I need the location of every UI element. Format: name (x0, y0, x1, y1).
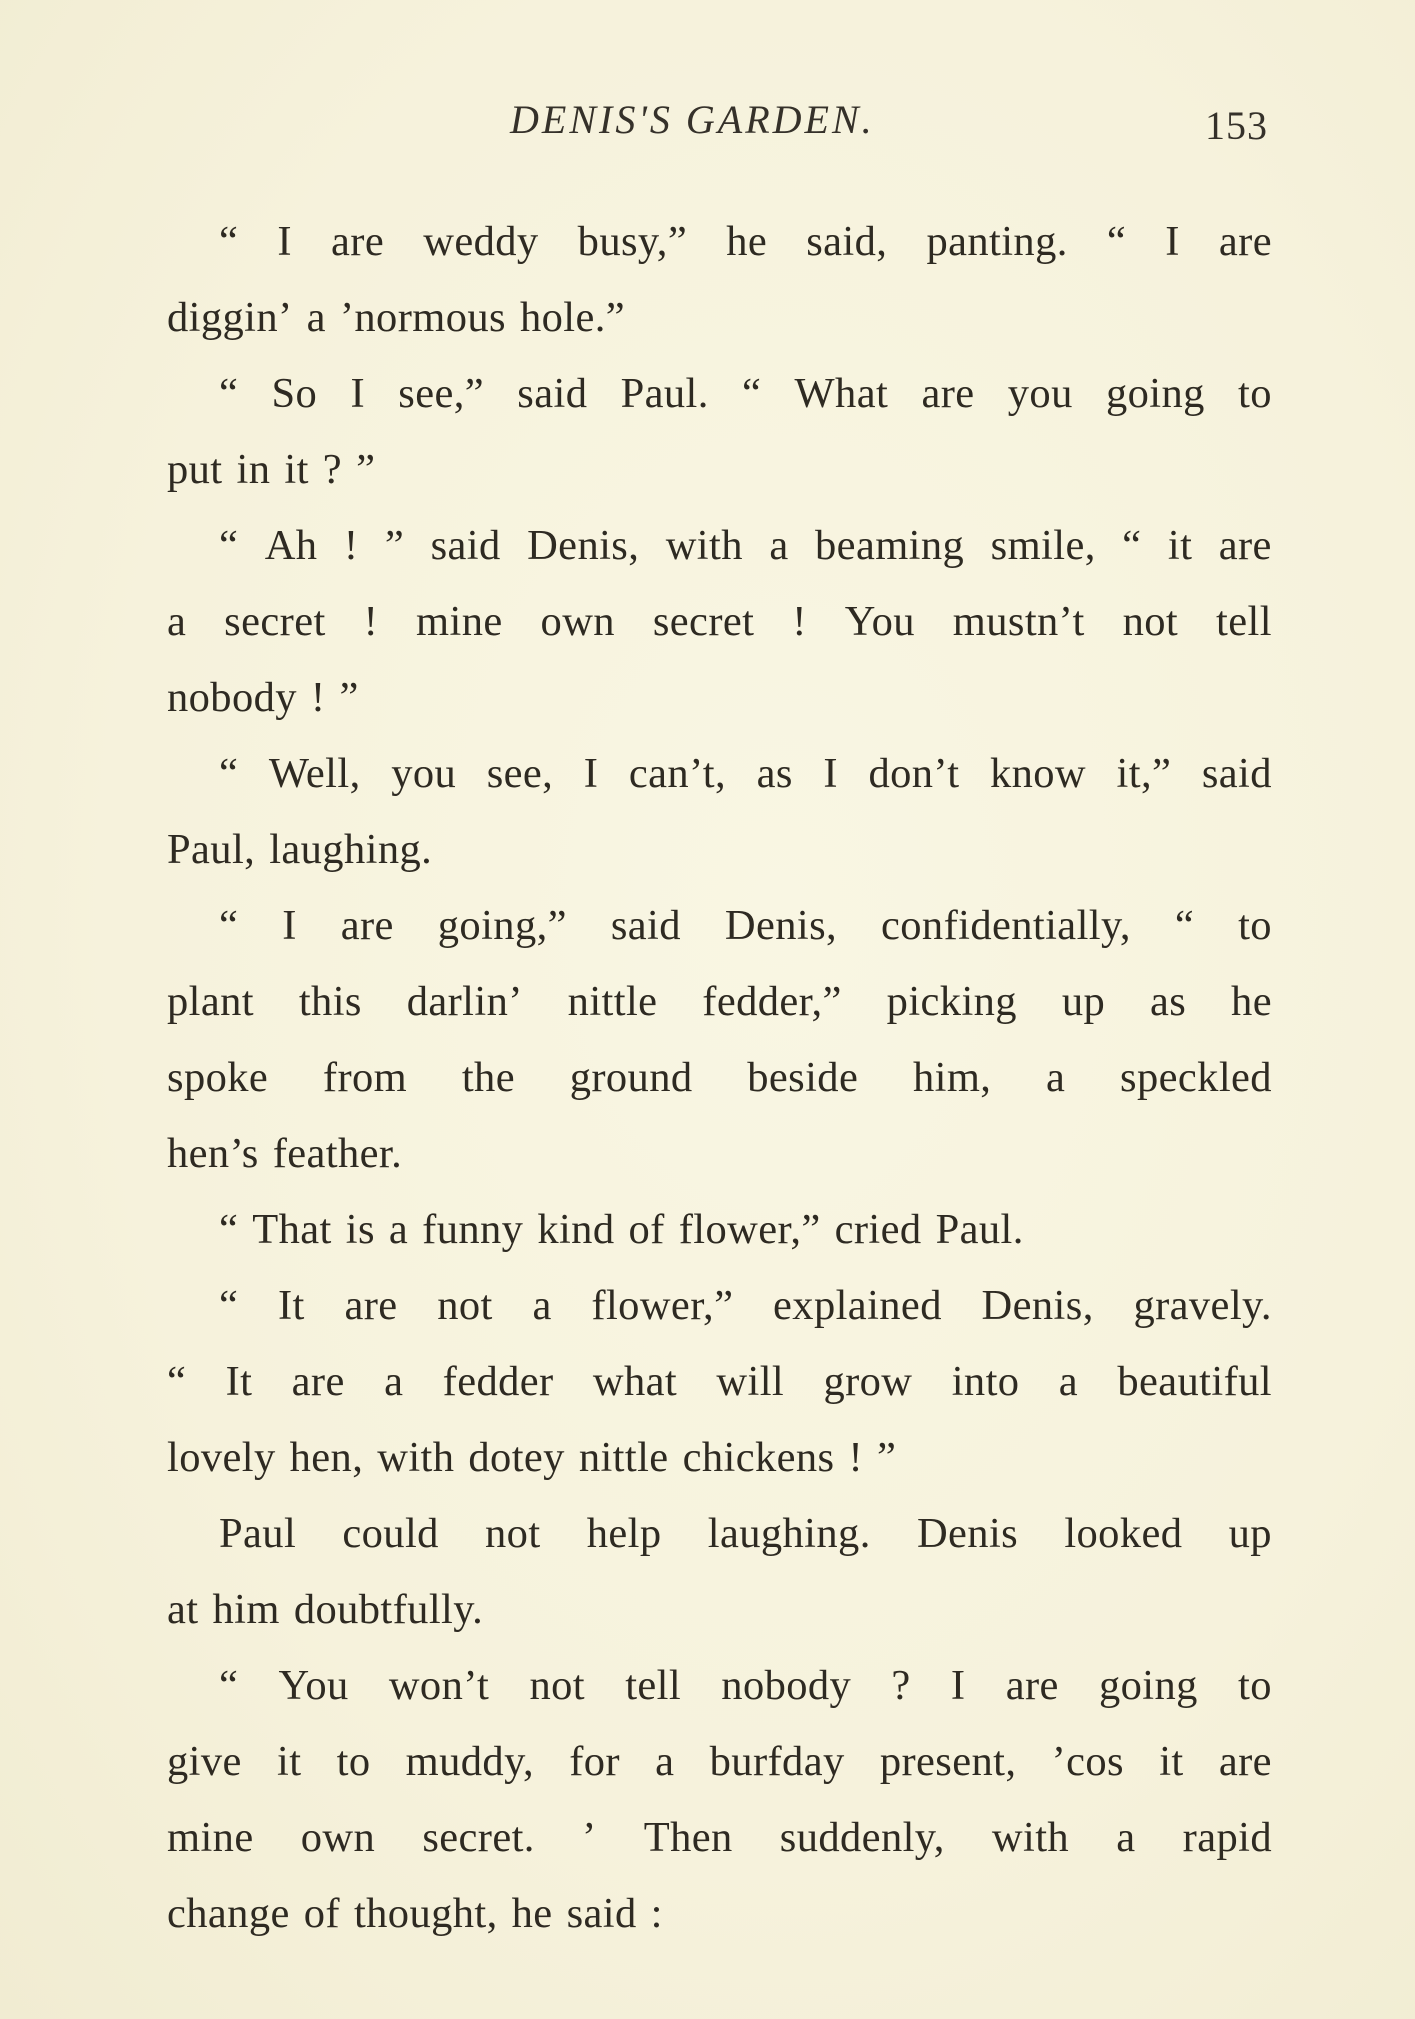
word: change (167, 1890, 290, 1937)
word: a (384, 1358, 404, 1405)
running-head (0, 96, 1415, 156)
word: could (342, 1510, 439, 1557)
word: What (794, 370, 889, 417)
text-line (167, 280, 1272, 356)
word: I (350, 370, 366, 417)
word: Denis, (724, 902, 838, 949)
word: are (331, 218, 385, 265)
word: flower,” (591, 1282, 734, 1329)
word: “ (1106, 218, 1127, 265)
word: help (586, 1510, 662, 1557)
text-line (167, 964, 1272, 1040)
page-number: 153 (1205, 103, 1268, 148)
word: explained (773, 1282, 942, 1329)
word: a (532, 1282, 552, 1329)
text-line (167, 508, 1272, 584)
word: hole.” (519, 294, 626, 341)
word: nittle (567, 978, 658, 1025)
word: ? (322, 446, 343, 493)
word: not (485, 1510, 541, 1557)
text-line (167, 204, 1272, 280)
word: said (610, 902, 681, 949)
word: a (1058, 1358, 1079, 1405)
word: won’t (388, 1662, 490, 1709)
word: ’cos (1051, 1738, 1124, 1785)
word: darlin’ (406, 978, 523, 1025)
word: it (1159, 1738, 1184, 1785)
word: know (989, 750, 1086, 797)
word: kind (537, 1206, 615, 1253)
word: flower,” (678, 1206, 821, 1253)
word: nobody (721, 1662, 852, 1709)
word: tell (625, 1662, 682, 1709)
word: I (823, 750, 838, 797)
word: as (756, 750, 793, 797)
word: not (529, 1662, 585, 1709)
text-line (167, 584, 1272, 660)
word: “ (219, 370, 239, 417)
word: weddy (423, 218, 539, 265)
word: going (1105, 370, 1205, 417)
word: mine (416, 598, 503, 645)
word: a (769, 522, 789, 569)
word: dotey (468, 1434, 565, 1481)
word: you (391, 750, 457, 797)
word: a (655, 1738, 675, 1785)
word: Paul, (167, 826, 256, 873)
word: lovely (167, 1434, 276, 1481)
word: a (306, 294, 326, 341)
word: “ (219, 522, 239, 569)
word: beside (747, 1054, 859, 1101)
word: it (276, 1738, 302, 1785)
word: with (991, 1814, 1070, 1861)
word: it,” (1116, 750, 1172, 797)
word: a (1116, 1814, 1136, 1861)
word: to (1238, 1662, 1272, 1709)
word: own (300, 1814, 376, 1861)
word: will (716, 1358, 785, 1405)
word: said (430, 522, 501, 569)
running-title: DENIS'S GARDEN. (510, 97, 875, 142)
word: what (592, 1358, 678, 1405)
word: a (1046, 1054, 1066, 1101)
word: Denis, (527, 522, 640, 569)
word: not (1122, 598, 1179, 645)
word: are (1005, 1662, 1059, 1709)
word: you (1007, 370, 1073, 417)
word: going (1099, 1662, 1198, 1709)
word: he (511, 1890, 553, 1937)
text-line (167, 1116, 1272, 1192)
word: he (726, 218, 768, 265)
text-line (167, 1496, 1272, 1572)
word: said (1201, 750, 1272, 797)
word: “ (1174, 902, 1195, 949)
word: Paul. (935, 1206, 1024, 1253)
word: plant (167, 978, 254, 1025)
word: ? (891, 1662, 911, 1709)
word: put (167, 446, 223, 493)
word: up (1228, 1510, 1272, 1557)
word: doubtfully. (293, 1586, 484, 1633)
word: are (291, 1358, 345, 1405)
word: can’t, (628, 750, 727, 797)
text-line (167, 888, 1272, 964)
word: ’ (581, 1814, 597, 1861)
word: muddy, (405, 1738, 534, 1785)
word: from (322, 1054, 408, 1101)
word: give (167, 1738, 242, 1785)
word: Denis, (981, 1282, 1094, 1329)
word: Denis (916, 1510, 1019, 1557)
word: see, (486, 750, 554, 797)
text-line (167, 1268, 1272, 1344)
body-text (167, 204, 1272, 1952)
word: cried (834, 1206, 922, 1253)
word: of (628, 1206, 665, 1253)
word: are (921, 370, 975, 417)
word: the (461, 1054, 515, 1101)
word: present, (879, 1738, 1017, 1785)
word: “ (742, 370, 762, 417)
word: Paul (219, 1510, 297, 1557)
word: beautiful (1117, 1358, 1272, 1405)
text-line (167, 1572, 1272, 1648)
word: That (252, 1206, 332, 1253)
word: are (1218, 1738, 1272, 1785)
word: are (1218, 218, 1272, 265)
word: I (1165, 218, 1180, 265)
word: mustn’t (952, 598, 1085, 645)
word: spoke (167, 1054, 269, 1101)
word: laughing. (269, 826, 433, 873)
word: burfday (709, 1738, 845, 1785)
word: I (277, 218, 292, 265)
word: Well, (268, 750, 361, 797)
word: in (236, 446, 271, 493)
word: “ (219, 1662, 239, 1709)
text-line (167, 1344, 1272, 1420)
word: nittle (578, 1434, 669, 1481)
word: panting. (926, 218, 1068, 265)
word: ” (339, 674, 359, 721)
word: it (1167, 522, 1193, 569)
word: picking (886, 978, 1017, 1025)
word: of (303, 1890, 340, 1937)
word: as (1149, 978, 1187, 1025)
word: said (517, 370, 588, 417)
word: is (345, 1206, 375, 1253)
word: nobody (167, 674, 297, 721)
word: speckled (1120, 1054, 1272, 1101)
word: confidentially, (881, 902, 1131, 949)
word: busy,” (577, 218, 688, 265)
word: for (569, 1738, 620, 1785)
word: to (1238, 902, 1272, 949)
word: I (282, 902, 297, 949)
text-line (167, 1724, 1272, 1800)
word: see,” (398, 370, 485, 417)
word: thought, (353, 1890, 498, 1937)
word: Paul. (620, 370, 709, 417)
text-line (167, 812, 1272, 888)
word: a (167, 598, 187, 645)
word: “ (167, 1358, 187, 1405)
word: “ (219, 750, 239, 797)
word: secret (652, 598, 755, 645)
word: gravely. (1133, 1282, 1272, 1329)
word: at (167, 1586, 199, 1633)
word: don’t (868, 750, 960, 797)
text-line (167, 432, 1272, 508)
word: fedder (442, 1358, 554, 1405)
word: You (844, 598, 915, 645)
word: ” (384, 522, 405, 569)
word: a (388, 1206, 409, 1253)
word: feather. (272, 1130, 403, 1177)
word: funny (422, 1206, 524, 1253)
word: said (566, 1890, 637, 1937)
word: to (1238, 370, 1272, 417)
word: “ (219, 1282, 239, 1329)
word: “ (219, 902, 239, 949)
text-line (167, 356, 1272, 432)
text-line (167, 736, 1272, 812)
word: “ (219, 218, 239, 265)
word: said, (806, 218, 888, 265)
text-line (167, 1800, 1272, 1876)
word: ! (848, 1434, 864, 1481)
text-line (167, 1648, 1272, 1724)
word: ! (792, 598, 807, 645)
word: are (340, 902, 394, 949)
word: Then (643, 1814, 733, 1861)
word: with (665, 522, 743, 569)
word: ! (363, 598, 379, 645)
word: You (278, 1662, 349, 1709)
text-line (167, 1420, 1272, 1496)
word: into (951, 1358, 1020, 1405)
word: ! (343, 522, 359, 569)
word: hen’s (167, 1130, 259, 1177)
word: smile, (990, 522, 1096, 569)
word: not (437, 1282, 493, 1329)
word: hen, (289, 1434, 364, 1481)
word: rapid (1182, 1814, 1272, 1861)
word: suddenly, (779, 1814, 945, 1861)
word: secret (224, 598, 326, 645)
word: ” (877, 1434, 897, 1481)
word: : (650, 1890, 663, 1937)
word: mine (167, 1814, 254, 1861)
word: I (950, 1662, 966, 1709)
text-line (167, 660, 1272, 736)
word: are (344, 1282, 398, 1329)
word: him (212, 1586, 280, 1633)
word: “ (1122, 522, 1142, 569)
word: he (1231, 978, 1272, 1025)
word: up (1061, 978, 1106, 1025)
word: chickens (682, 1434, 835, 1481)
word: It (277, 1282, 305, 1329)
word: looked (1064, 1510, 1183, 1557)
word: with (377, 1434, 455, 1481)
word: own (540, 598, 615, 645)
word: So (271, 370, 318, 417)
word: beaming (815, 522, 965, 569)
word: “ (219, 1206, 239, 1253)
word: to (336, 1738, 371, 1785)
word: grow (823, 1358, 913, 1405)
word: secret. (422, 1814, 535, 1861)
word: it (284, 446, 309, 493)
word: him, (912, 1054, 992, 1101)
word: laughing. (707, 1510, 871, 1557)
word: ’normous (339, 294, 506, 341)
text-line (167, 1192, 1272, 1268)
word: this (298, 978, 362, 1025)
text-line (167, 1040, 1272, 1116)
word: tell (1216, 598, 1272, 645)
word: Ah (264, 522, 318, 569)
word: going,” (437, 902, 567, 949)
word: ! (310, 674, 326, 721)
word: diggin’ (167, 294, 293, 341)
word: are (1218, 522, 1272, 569)
word: I (583, 750, 599, 797)
word: ” (356, 446, 376, 493)
word: ground (569, 1054, 693, 1101)
word: fedder,” (702, 978, 842, 1025)
word: It (225, 1358, 253, 1405)
text-line (167, 1876, 1272, 1952)
